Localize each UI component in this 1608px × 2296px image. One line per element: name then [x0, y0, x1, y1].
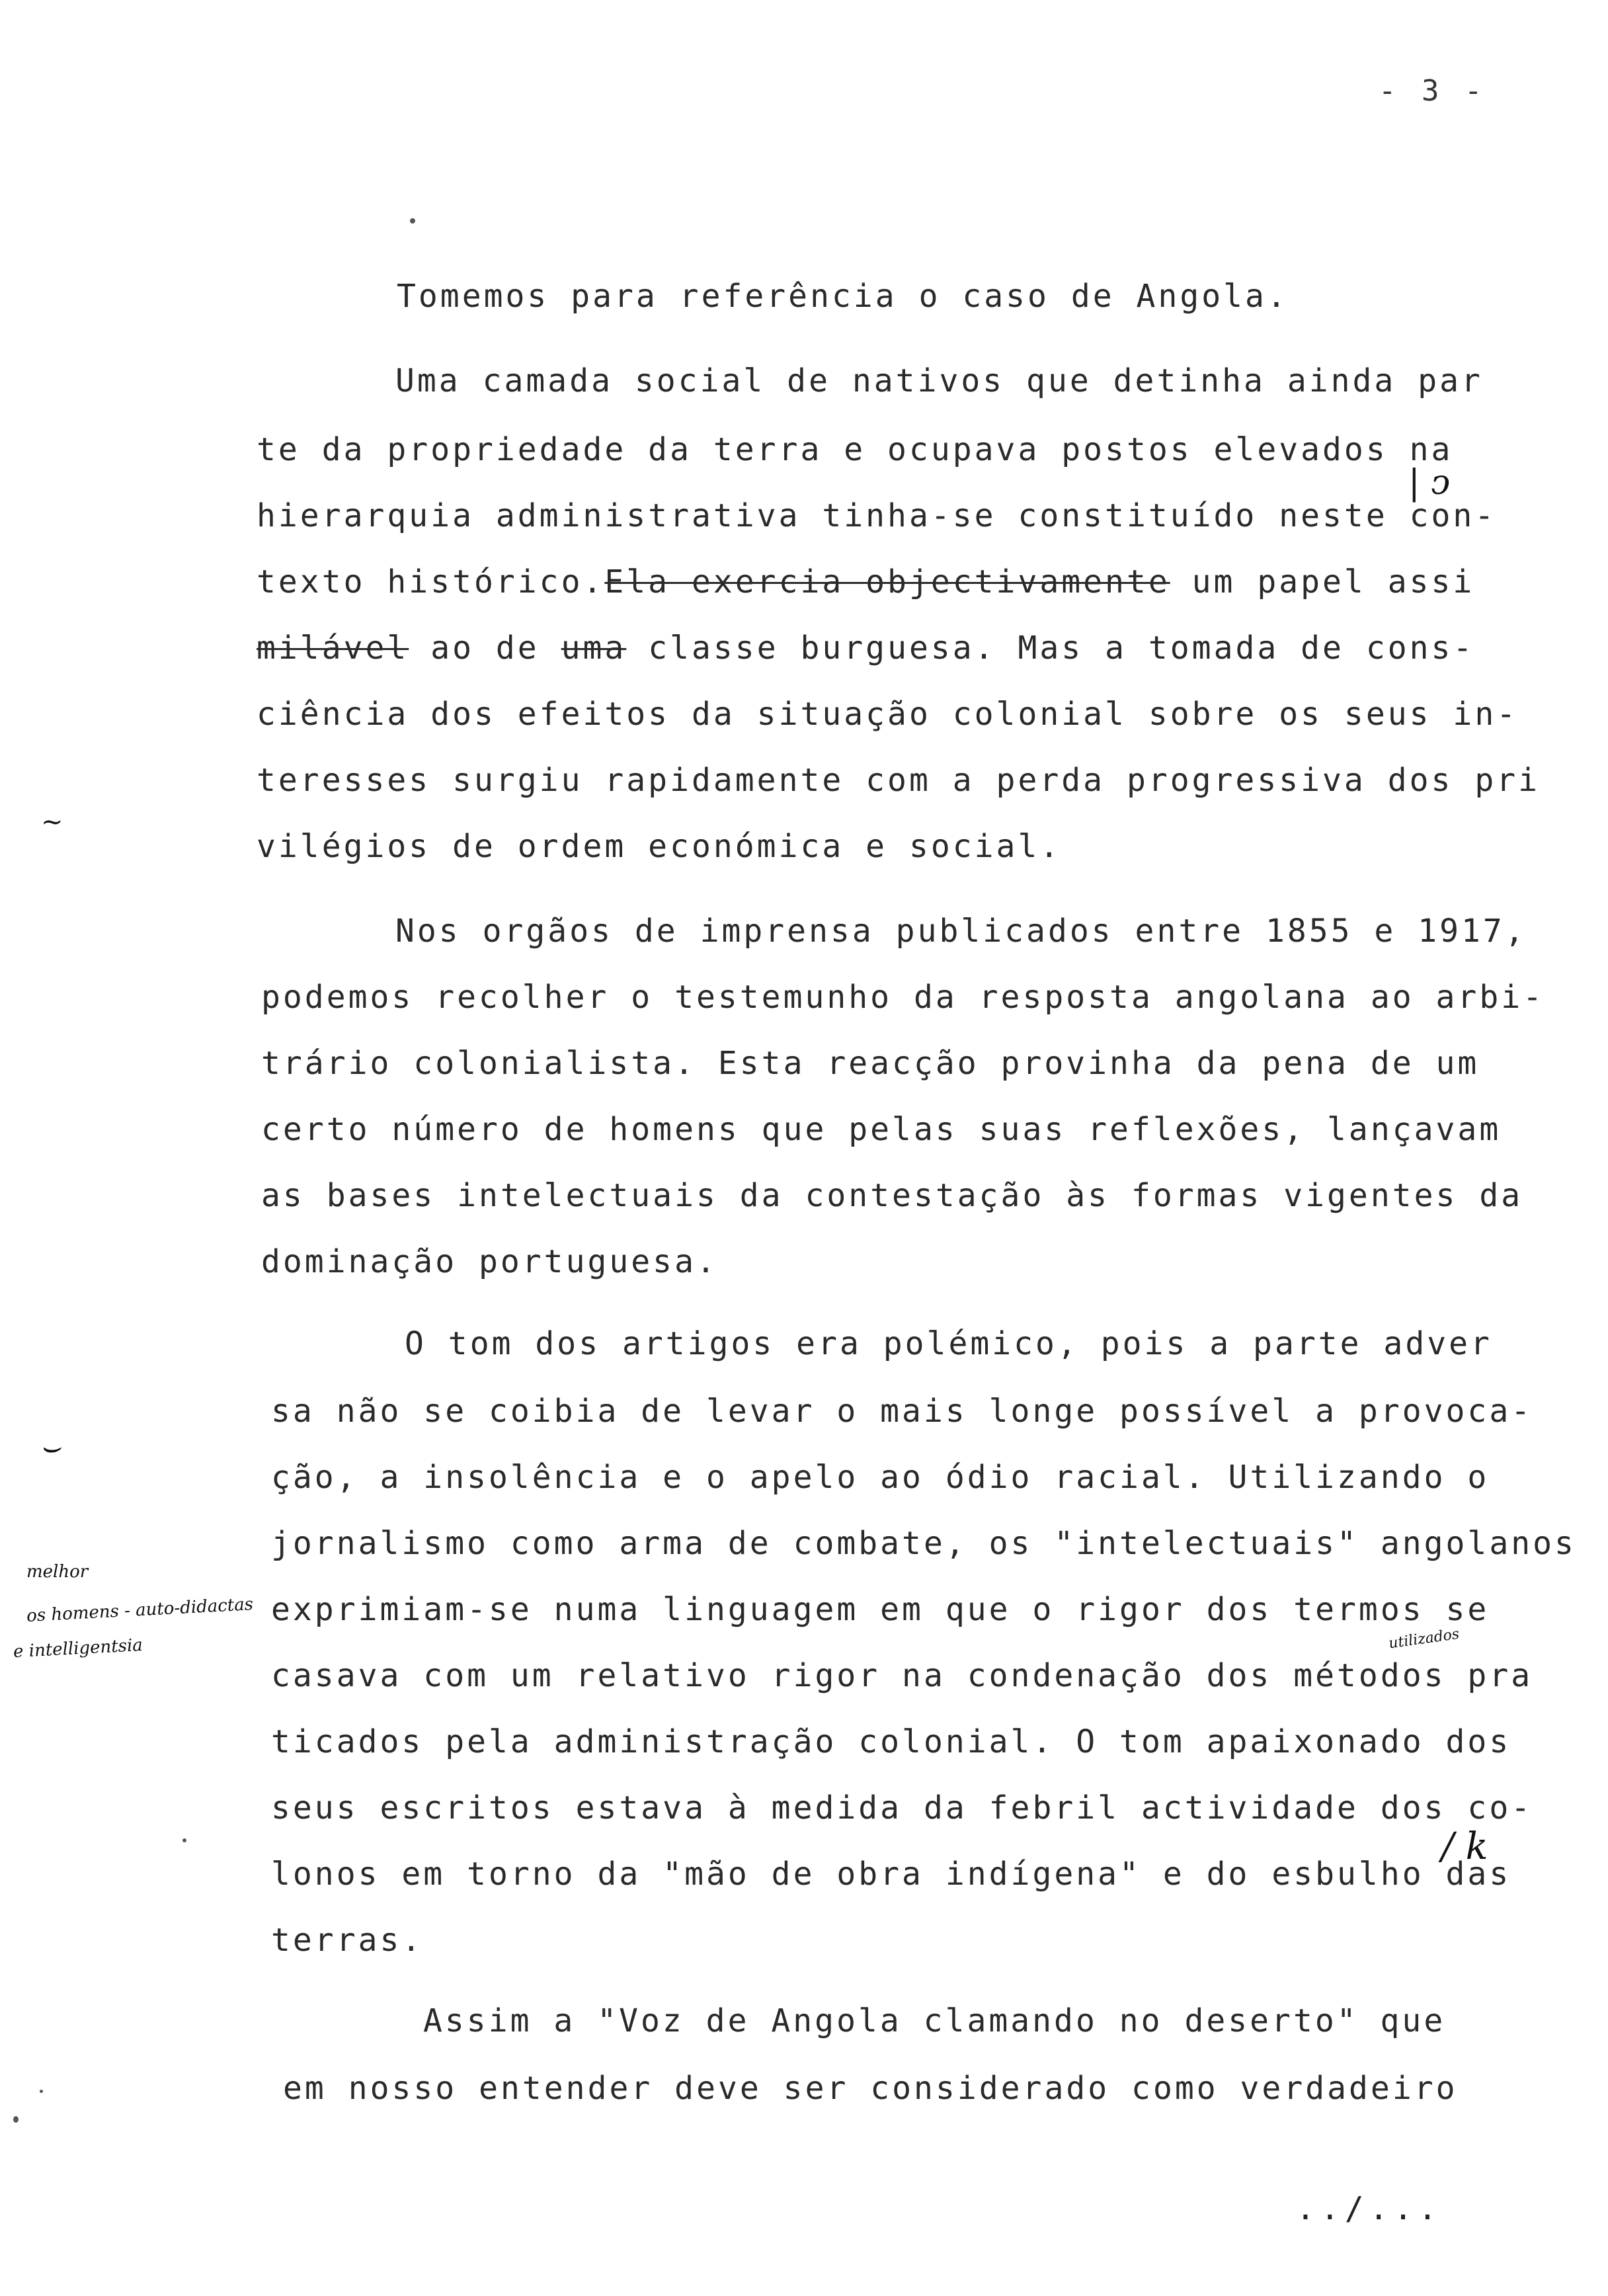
text-line: O tom dos artigos era polémico, pois a parte adver: [405, 1325, 1492, 1362]
continuation-marker: ../...: [1296, 2190, 1443, 2227]
scan-speck: [40, 2090, 43, 2093]
text-segment: texto histórico.: [257, 563, 605, 600]
text-segment: Mas a tomada de cons-: [996, 630, 1475, 667]
text-line: dominação portuguesa.: [261, 1243, 718, 1280]
text-line: sa não se coibia de levar o mais longe possível a provoca-: [271, 1393, 1533, 1430]
scan-speck: [13, 2116, 19, 2123]
text-line-composite: [257, 630, 1474, 667]
margin-note: os homens - auto-didactas: [26, 1594, 254, 1626]
text-line: podemos recolher o testemunho da resposta angolana ao arbi-: [261, 979, 1545, 1016]
margin-note: e intelligentsia: [13, 1635, 143, 1662]
text-segment: classe burguesa.: [626, 630, 996, 667]
text-line: te da propriedade da terra e ocupava postos elevados na: [257, 431, 1453, 468]
margin-mark: ~: [41, 807, 63, 837]
margin-correction-mark: | ↄ: [1408, 463, 1451, 503]
margin-note: utilizados: [1387, 1625, 1461, 1653]
struck-text: uma: [561, 630, 627, 667]
struck-text: milável: [257, 630, 409, 667]
text-line: jornalismo como arma de combate, os "intelectuais" angolanos: [271, 1525, 1576, 1562]
struck-text: Ela exercia objectivamente: [604, 563, 1170, 600]
text-line: as bases intelectuais da contestação às formas vigentes da: [261, 1177, 1523, 1214]
text-line-composite: [257, 563, 1474, 600]
margin-correction-mark: / k: [1441, 1825, 1488, 1868]
page-number: - 3 -: [1379, 74, 1486, 108]
margin-note: melhor: [26, 1562, 89, 1582]
text-line: teresses surgiu rapidamente com a perda progressiva dos pri: [257, 762, 1541, 799]
text-line: casava com um relativo rigor na condenação dos métodos pra: [271, 1657, 1533, 1694]
text-line: vilégios de ordem económica e social.: [257, 828, 1062, 865]
text-line: exprimiam-se numa linguagem em que o rigor dos termos se: [271, 1591, 1490, 1628]
text-segment: um papel assi: [1170, 563, 1475, 600]
text-line: em nosso entender deve ser considerado como verdadeiro: [283, 2070, 1458, 2107]
text-line: Assim a "Voz de Angola clamando no deserto" que: [423, 2002, 1446, 2039]
text-line: lonos em torno da "mão de obra indígena" e do esbulho das: [271, 1856, 1511, 1893]
text-line: certo número de homens que pelas suas reflexões, lançavam: [261, 1111, 1502, 1148]
text-segment: ao de: [409, 630, 561, 667]
text-line: Nos orgãos de imprensa publicados entre 1855 e 1917,: [395, 913, 1527, 950]
text-line: terras.: [271, 1922, 424, 1959]
text-line: seus escritos estava à medida da febril actividade dos co-: [271, 1789, 1533, 1826]
text-line: ção, a insolência e o apelo ao ódio racial. Utilizando o: [271, 1459, 1490, 1496]
scan-speck: [182, 1838, 186, 1842]
text-line: Tomemos para referência o caso de Angola.: [397, 278, 1289, 315]
text-line: ciência dos efeitos da situação colonial sobre os seus in-: [257, 696, 1519, 733]
margin-mark: ⌣: [40, 1428, 61, 1465]
scan-speck: [410, 218, 415, 224]
text-line: hierarquia administrativa tinha-se constituído neste con-: [257, 497, 1497, 534]
text-line: Uma camada social de nativos que detinha ainda par: [395, 362, 1483, 399]
text-line: trário colonialista. Esta reacção provinha da pena de um: [261, 1045, 1480, 1082]
text-line: ticados pela administração colonial. O tom apaixonado dos: [271, 1723, 1511, 1760]
